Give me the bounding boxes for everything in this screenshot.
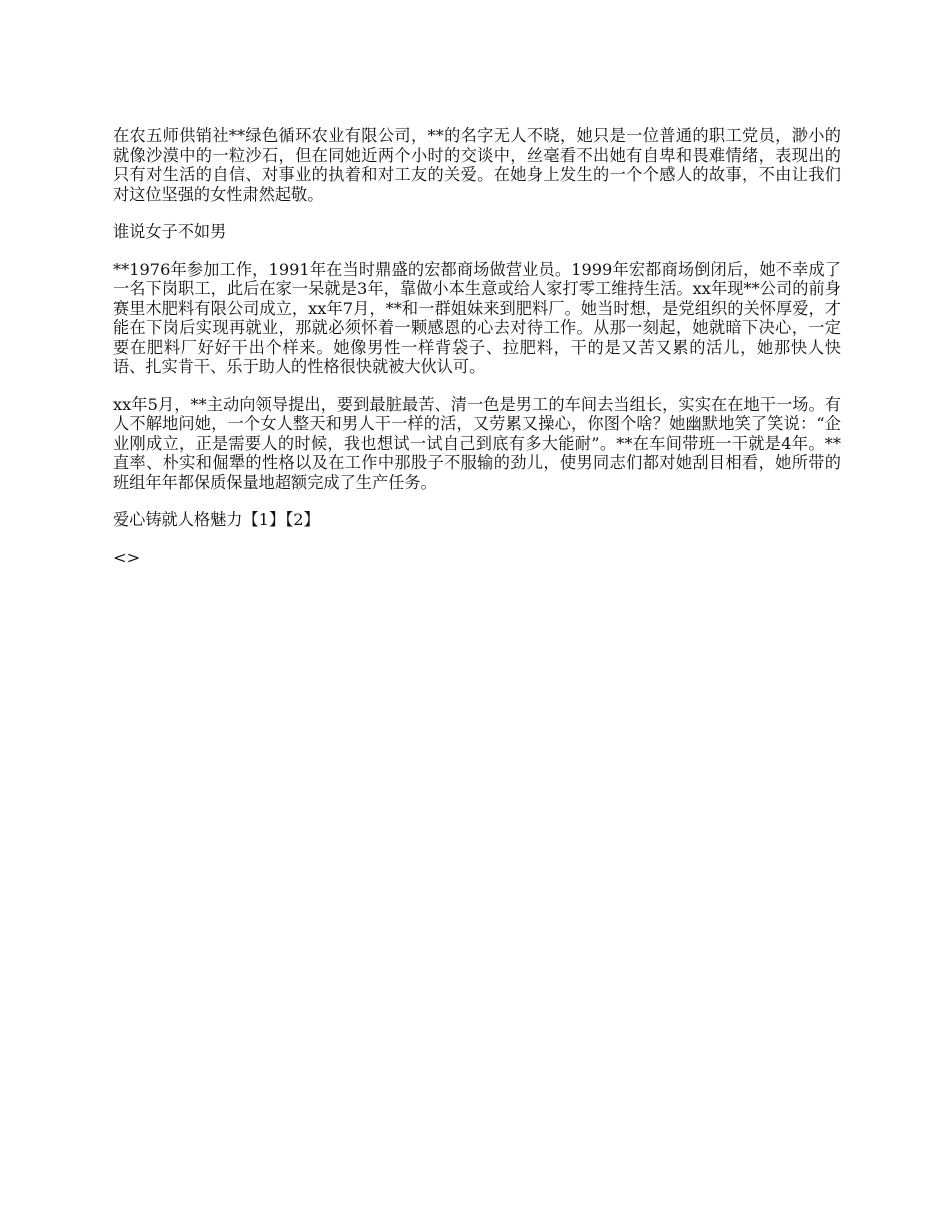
career-paragraph: **1976年参加工作，1991年在当时鼎盛的宏都商场做营业员。1999年宏都商场倒闭后，她不幸成了一名下岗职工，此后在家一呆就是3年，靠做小本生意或给人家打零工维持生活。xx年现**公司的前身赛里木肥料有限公司成立，xx年7月，**和一群姐妹来到肥料厂。她当时想，是党组织的关怀厚爱，才能在下岗后实现再就业，那就必须怀着一颗感恩的心去对待工作。从那一刻起，她就暗下决心，一定要在肥料厂好好干出个样来。她像男性一样背袋子、拉肥料，干的是又苦又累的活儿，她那快人快语、扎实肯干、乐于助人的性格很快就被大伙认可。 — [113, 259, 841, 376]
intro-paragraph: 在农五师供销社**绿色循环农业有限公司，**的名字无人不晓，她只是一位普通的职工党员，渺小的就像沙漠中的一粒沙石，但在同她近两个小时的交谈中，丝毫看不出她有自卑和畏难情绪，表现出的只有对生活的自信、对事业的执着和对工友的关爱。在她身上发生的一个个感人的故事，不由让我们对这位坚强的女性肃然起敬。 — [113, 126, 841, 204]
section-heading-women: 谁说女子不如男 — [113, 222, 227, 241]
workshop-paragraph: xx年5月，**主动向领导提出，要到最脏最苦、清一色是男工的车间去当组长，实实在在地干一场。有人不解地问她，一个女人整天和男人干一样的活，又劳累又操心，你图个啥？她幽默地笑了笑说：“企业刚成立，正是需要人的时候，我也想试一试自己到底有多大能耐”。**在车间带班一干就是4年。**直率、朴实和倔犟的性格以及在工作中那股子不服输的劲儿，使男同志们都对她刮目相看，她所带的班组年年都保质保量地超额完成了生产任务。 — [113, 394, 841, 492]
pagination-marker: <> — [113, 547, 141, 567]
section-heading-love: 爱心铸就人格魅力【1】【2】 — [113, 510, 320, 529]
document-body — [113, 126, 841, 585]
